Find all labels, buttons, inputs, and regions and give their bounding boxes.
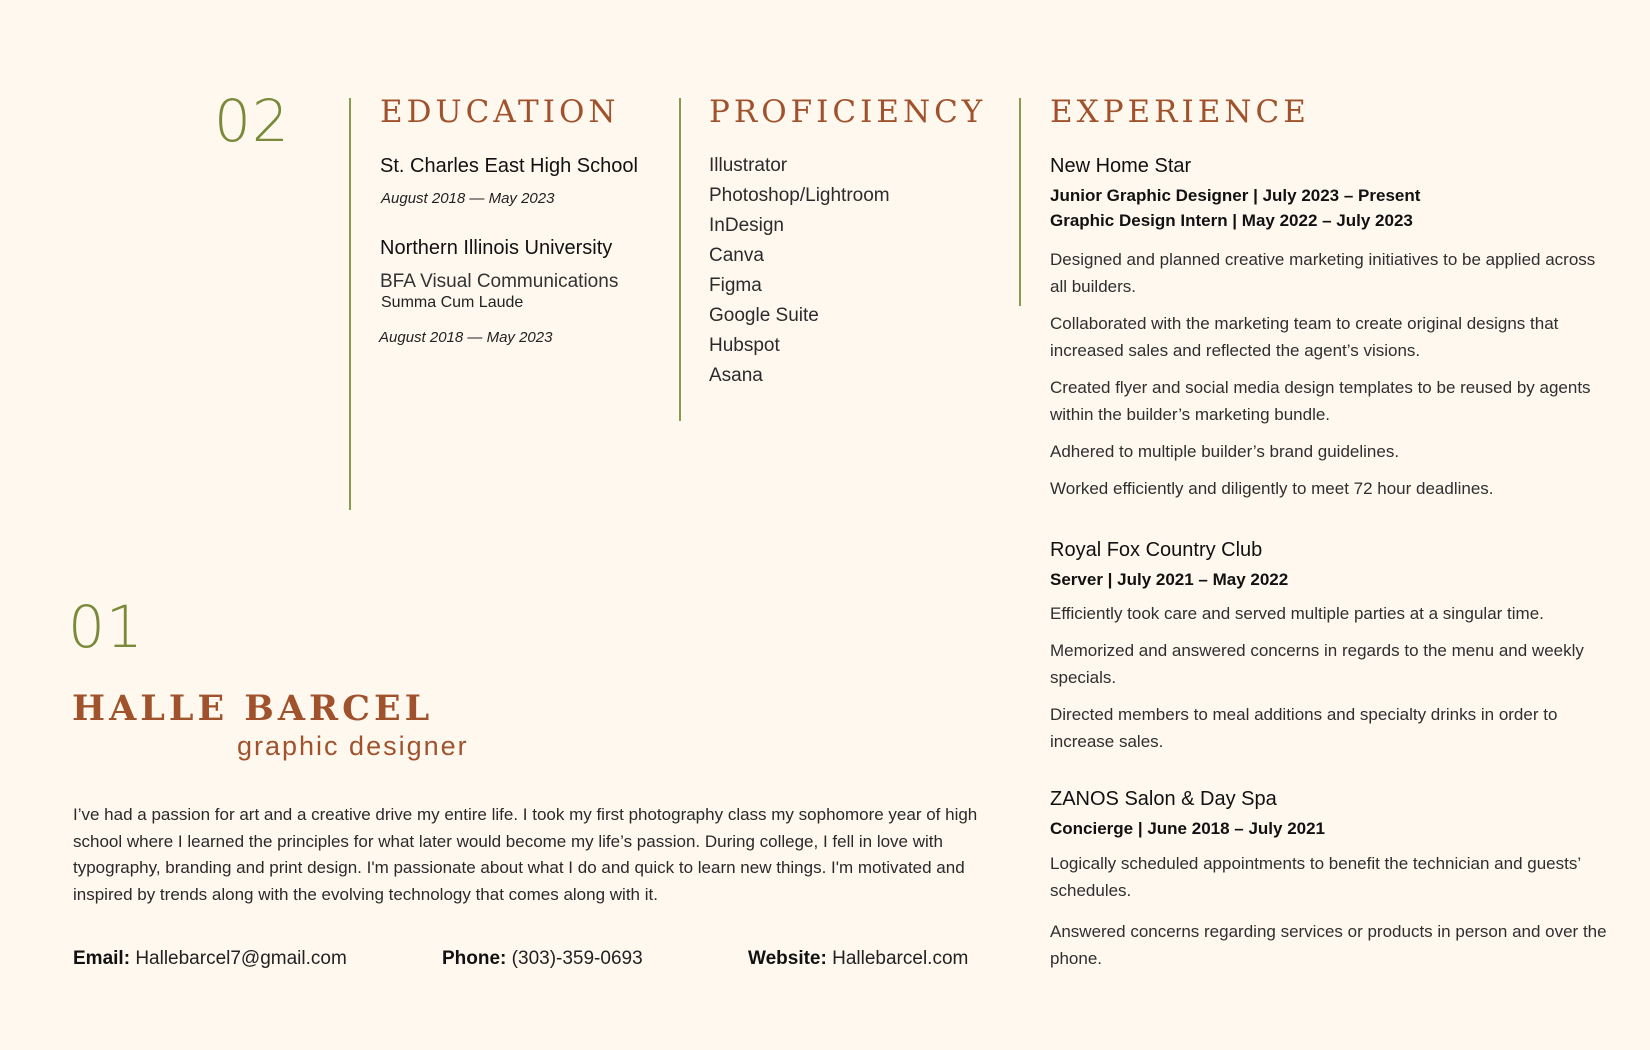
- contact-website: [748, 948, 968, 970]
- school-dates: August 2018 — May 2023: [381, 190, 555, 207]
- job-bullet: Answered concerns regarding services or products in person and over the phone.: [1050, 922, 1607, 968]
- divider-education: [349, 98, 351, 510]
- experience-heading: EXPERIENCE: [1050, 94, 1310, 130]
- job-role: Junior Graphic Designer | July 2023 – Present: [1050, 186, 1421, 205]
- degree: BFA Visual Communications: [380, 271, 619, 292]
- email-link[interactable]: Hallebarcel7@gmail.com: [135, 948, 347, 969]
- school-name: St. Charles East High School: [380, 155, 638, 177]
- job-bullet: Directed members to meal additions and specialty drinks in order to increase sales.: [1050, 705, 1558, 751]
- profile-name: HALLE BARCEL: [72, 688, 434, 729]
- company-name: New Home Star: [1050, 155, 1192, 177]
- list-item: Hubspot: [709, 335, 780, 356]
- phone-label: Phone:: [442, 948, 507, 969]
- company-name: Royal Fox Country Club: [1050, 539, 1263, 561]
- company-name: ZANOS Salon & Day Spa: [1050, 788, 1277, 810]
- list-item: Canva: [709, 245, 764, 266]
- contact-phone: [442, 948, 643, 970]
- job-royal-fox: [1050, 538, 1610, 755]
- job-new-home-star: [1050, 154, 1610, 502]
- divider-experience: [1019, 98, 1021, 306]
- email-label: Email:: [73, 948, 131, 969]
- list-item: InDesign: [709, 215, 784, 236]
- phone-link[interactable]: (303)-359-0693: [511, 948, 643, 969]
- education-heading: EDUCATION: [380, 94, 620, 130]
- list-item: Figma: [709, 275, 762, 296]
- section-number-01: 01: [68, 593, 144, 661]
- proficiency-list: [709, 155, 890, 395]
- school-dates: August 2018 — May 2023: [379, 329, 553, 346]
- job-bullet: Memorized and answered concerns in regards to the menu and weekly specials.: [1050, 641, 1584, 687]
- school-name: Northern Illinois University: [380, 237, 613, 259]
- list-item: Illustrator: [709, 155, 788, 176]
- proficiency-heading: PROFICIENCY: [709, 94, 987, 130]
- job-role: Concierge | June 2018 – July 2021: [1050, 819, 1326, 838]
- job-bullet: Efficiently took care and served multiple parties at a singular time.: [1050, 604, 1544, 623]
- job-zanos: [1050, 787, 1610, 972]
- profile-bio: I’ve had a passion for art and a creative drive my entire life. I took my first photography class my sophomore year of high school where I learned the principles for what later would become my life’s passion. During college, I fell in love with typography, branding and print design. I'm passionate about what I do and quick to learn new things. I'm motivated and inspired by trends along with the evolving technology that comes along with it.: [73, 805, 978, 904]
- job-role: Server | July 2021 – May 2022: [1050, 570, 1289, 589]
- profile-title: graphic designer: [237, 731, 469, 761]
- job-bullet: Created flyer and social media design templates to be reused by agents within the builder’s marketing bundle.: [1050, 378, 1591, 424]
- section-number-02: 02: [214, 87, 290, 155]
- website-label: Website:: [748, 948, 827, 969]
- website-link[interactable]: Hallebarcel.com: [832, 948, 969, 969]
- divider-proficiency: [679, 98, 681, 421]
- job-bullet: Designed and planned creative marketing initiatives to be applied across all builders.: [1050, 250, 1596, 296]
- list-item: Photoshop/Lightroom: [709, 185, 890, 206]
- job-bullet: Adhered to multiple builder’s brand guidelines.: [1050, 442, 1400, 461]
- job-role: Graphic Design Intern | May 2022 – July 2023: [1050, 211, 1413, 230]
- job-bullet: Collaborated with the marketing team to create original designs that increased sales and reflected the agent’s visions.: [1050, 314, 1559, 360]
- list-item: Asana: [709, 365, 763, 386]
- list-item: Google Suite: [709, 305, 819, 326]
- job-bullet: Worked efficiently and diligently to meet 72 hour deadlines.: [1050, 479, 1494, 498]
- job-bullet: Logically scheduled appointments to benefit the technician and guests’ schedules.: [1050, 854, 1581, 900]
- honors: Summa Cum Laude: [381, 294, 524, 311]
- contact-email: [73, 948, 347, 970]
